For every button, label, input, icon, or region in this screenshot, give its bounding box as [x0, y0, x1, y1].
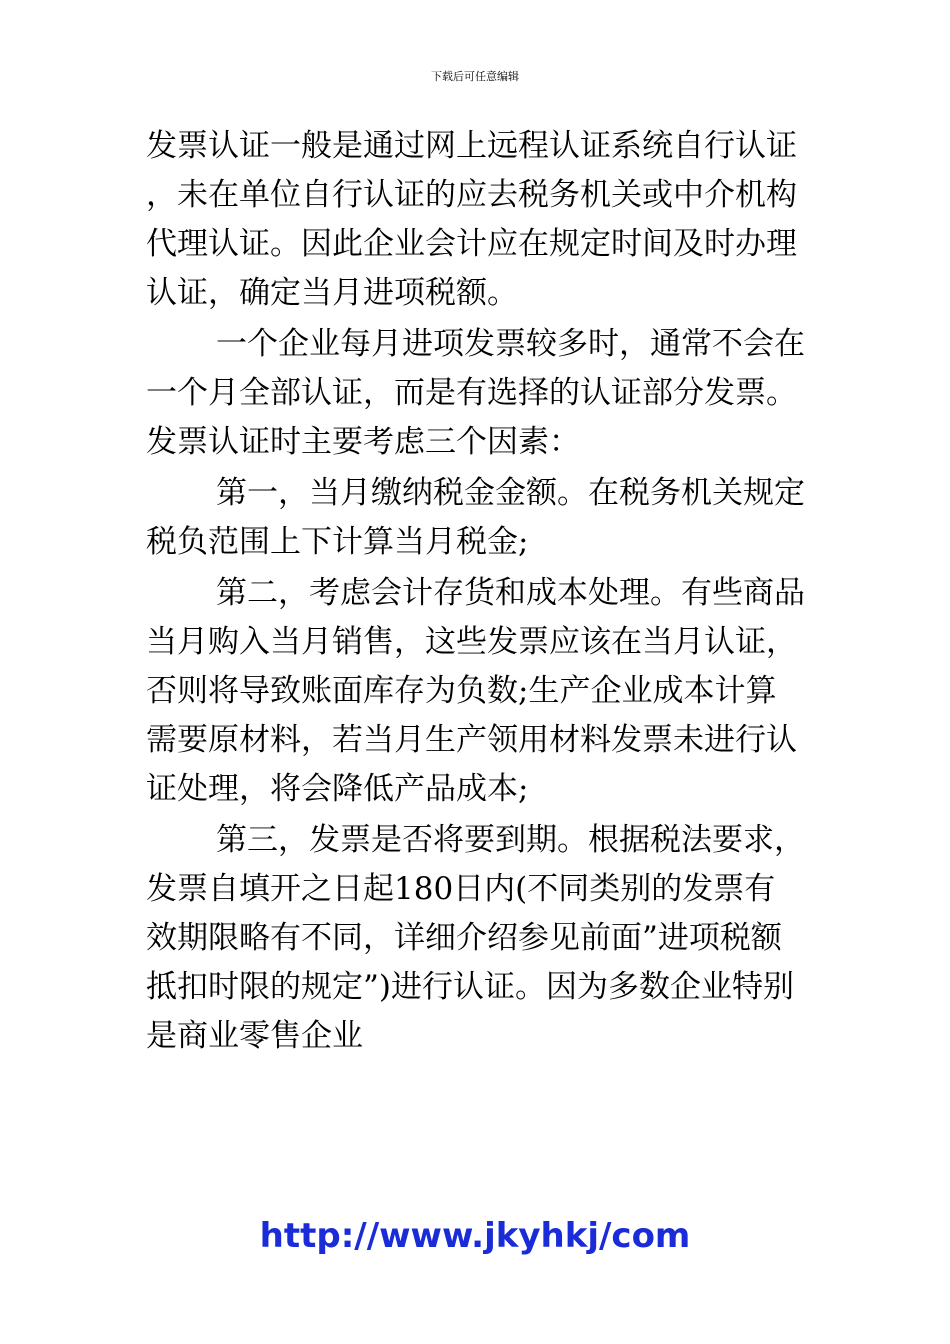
- footer-url-link[interactable]: http://www.jkyhkj/com: [259, 1216, 691, 1256]
- document-body: [146, 122, 806, 1063]
- paragraph-1: 发票认证一般是通过网上远程认证系统自行认证，未在单位自行认证的应去税务机关或中介机构代理认证。因此企业会计应在规定时间及时办理认证，确定当月进项税额。: [146, 128, 797, 311]
- paragraph-5: 第三，发票是否将要到期。根据税法要求，发票自填开之日起180日内(不同类别的发票有效期限略有不同，详细介绍参见前面”进项税额抵扣时限的规定”)进行认证。因为多数企业特别是商业零售企业: [146, 822, 805, 1054]
- paragraph-3: 第一，当月缴纳税金金额。在税务机关规定税负范围上下计算当月税金;: [146, 475, 805, 560]
- header-note: 下载后可任意编辑: [431, 70, 519, 83]
- paragraph-2: 一个企业每月进项发票较多时，通常不会在一个月全部认证，而是有选择的认证部分发票。发票认证时主要考虑三个因素：: [146, 326, 805, 460]
- paragraph-4: 第二，考虑会计存货和成本处理。有些商品当月购入当月销售，这些发票应该在当月认证，否则将导致账面库存为负数;生产企业成本计算需要原材料，若当月生产领用材料发票未进行认证处理，将会降低产品成本;: [146, 575, 805, 807]
